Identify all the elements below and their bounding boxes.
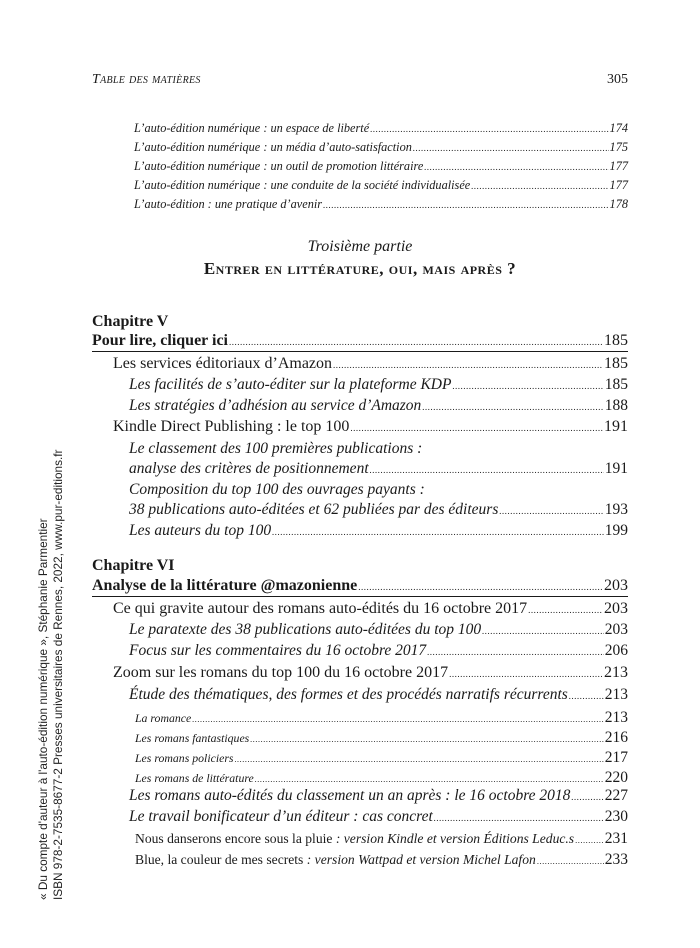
running-header: [92, 72, 628, 92]
toc-entry-page: 203: [604, 600, 628, 617]
leader-dots: [571, 792, 603, 801]
leader-dots: [434, 813, 604, 822]
subsection-line: Composition du top 100 des ouvrages payants :: [129, 481, 425, 498]
subsection-entry: [129, 501, 628, 519]
toc-entry-page: 175: [609, 140, 628, 154]
toc-entry-label: L’auto-édition numérique : une conduite de la société individualisée: [134, 178, 471, 192]
toc-entry: [134, 178, 628, 193]
subsection-entry: [129, 808, 628, 826]
leader-dots: [449, 669, 603, 678]
subsection-entry: [129, 376, 628, 394]
toc-entry-page: 185: [604, 332, 628, 349]
subsection-entry: [129, 686, 628, 704]
leader-dots: [350, 423, 603, 432]
toc-entry-label: L’auto-édition numérique : un média d’auto-satisfaction: [134, 140, 412, 154]
toc-entry-page: 203: [604, 577, 628, 594]
subsection-entry: [129, 522, 628, 540]
toc-entry-label: Ce qui gravite autour des romans auto-édités du 16 octobre 2017: [113, 600, 528, 617]
section-entry: [113, 418, 628, 436]
subsubsection-entry: [135, 729, 628, 747]
toc-entry-page: 233: [604, 851, 628, 868]
toc-entry-page: 191: [604, 460, 628, 477]
subsection-entry: [129, 621, 628, 639]
leader-dots: [424, 162, 608, 171]
leader-dots: [537, 856, 604, 865]
leader-dots: [482, 626, 604, 635]
toc-entry-page: 231: [604, 830, 628, 847]
section-entry: [113, 664, 628, 682]
toc-entry-page: 206: [604, 642, 628, 659]
toc-entry-label: Les stratégies d’adhésion au service d’Amazon: [129, 397, 422, 414]
subsection-entry: [129, 397, 628, 415]
toc-entry-label: L’auto-édition numérique : un espace de liberté: [134, 121, 370, 135]
header-title: Table des matières: [92, 72, 201, 87]
toc-entry-label: Les romans fantastiques: [135, 731, 250, 745]
toc-entry-page: 185: [604, 376, 628, 393]
subsubsection-entry: [135, 749, 628, 767]
toc-entry-label: La romance: [135, 711, 192, 725]
section-entry: [113, 600, 628, 618]
toc-entry-label: Le paratexte des 38 publications auto-éditées du top 100: [129, 621, 482, 638]
toc-entry-label: Les romans auto-édités du classement un an après : le 16 octobre 2018: [129, 787, 571, 804]
toc-entry-page: 213: [604, 664, 628, 681]
subsection-entry: [129, 787, 628, 805]
toc-entry-label: Étude des thématiques, des formes et des procédés narratifs récurrents: [129, 686, 568, 703]
chapter-label: Chapitre VI: [92, 557, 175, 574]
leader-dots: [255, 774, 604, 783]
chapter-rule: [92, 596, 628, 597]
toc-entry-label: analyse des critères de positionnement: [129, 460, 369, 477]
toc-entry-page: 220: [604, 769, 628, 786]
subsubsection-entry: [135, 709, 628, 727]
toc-entry-page: 188: [604, 397, 628, 414]
leader-dots: [413, 143, 609, 152]
toc-entry-label: [135, 852, 536, 868]
toc-entry-page: 191: [604, 418, 628, 435]
page-number: 305: [607, 72, 628, 87]
leader-dots: [333, 360, 603, 369]
part-label: Troisième partie: [307, 238, 413, 255]
toc-entry-label: L’auto-édition : une pratique d’avenir: [134, 197, 323, 211]
leader-dots: [499, 506, 603, 515]
part-title: Entrer en littérature, oui, mais après ?: [203, 259, 517, 278]
toc-entry-page: 199: [604, 522, 628, 539]
toc-entry-label: [135, 831, 574, 847]
leader-dots: [575, 835, 604, 844]
subsubsection-entry: [135, 851, 628, 869]
subsubsection-entry: [135, 769, 628, 787]
leader-dots: [323, 200, 608, 209]
toc-entry-page: 217: [604, 749, 628, 766]
version-note: : version Wattpad et version Michel Lafon: [303, 852, 536, 867]
leader-dots: [471, 181, 608, 190]
toc-entry-label: Les facilités de s’auto-éditer sur la plateforme KDP: [129, 376, 452, 393]
toc-entry-page: 185: [604, 355, 628, 372]
leader-dots: [370, 124, 608, 133]
toc-entry-label: Les romans policiers: [135, 751, 234, 765]
side-credit-text: [36, 430, 66, 900]
toc-entry-page: 213: [604, 709, 628, 726]
toc-entry-label: 38 publications auto-éditées et 62 publiées par des éditeurs: [129, 501, 499, 518]
toc-entry-page: 227: [604, 787, 628, 804]
toc-entry: [134, 121, 628, 136]
toc-entry-label: Les romans de littérature: [135, 771, 254, 785]
toc-entry: [134, 140, 628, 155]
leader-dots: [370, 465, 604, 474]
leader-dots: [272, 527, 604, 536]
toc-entry-label: Kindle Direct Publishing : le top 100: [113, 418, 350, 435]
toc-entry-page: 174: [609, 121, 628, 135]
leader-dots: [452, 381, 603, 390]
leader-dots: [427, 647, 604, 656]
leader-dots: [250, 734, 603, 743]
leader-dots: [235, 754, 604, 763]
toc-entry-label: Les auteurs du top 100: [129, 522, 272, 539]
toc-entry-page: 230: [604, 808, 628, 825]
toc-entry-label: Focus sur les commentaires du 16 octobre 2017: [129, 642, 427, 659]
leader-dots: [229, 337, 603, 346]
toc-entry-page: 216: [604, 729, 628, 746]
side-credit-line: ISBN 978-2-7535-8677-2 Presses universitaires de Rennes, 2022, www.pur-editions.fr: [51, 449, 65, 900]
toc-entry-page: 203: [604, 621, 628, 638]
toc-entry-label: L’auto-édition numérique : un outil de promotion littéraire: [134, 159, 424, 173]
toc-entry-label: Zoom sur les romans du top 100 du 16 octobre 2017: [113, 664, 449, 681]
toc-entry-page: 213: [604, 686, 628, 703]
section-entry: [113, 355, 628, 373]
leader-dots: [569, 691, 604, 700]
subsubsection-entry: [135, 830, 628, 848]
subsection-entry: [129, 460, 628, 478]
toc-entry-page: 177: [609, 159, 628, 173]
subsection-line: Le classement des 100 premières publications :: [129, 440, 423, 457]
leader-dots: [192, 714, 604, 723]
chapter-title-entry: [92, 577, 628, 595]
subsection-entry: [129, 642, 628, 660]
toc-entry-page: 193: [604, 501, 628, 518]
toc-entry-label: Le travail bonificateur d’un éditeur : cas concret: [129, 808, 433, 825]
toc-entry-page: 177: [609, 178, 628, 192]
chapter-title: Analyse de la littérature @mazonienne: [92, 577, 358, 594]
chapter-title-entry: [92, 332, 628, 350]
roman-title: Blue, la couleur de mes secrets: [135, 852, 304, 867]
toc-entry-label: Les services éditoriaux d’Amazon: [113, 355, 333, 372]
leader-dots: [422, 402, 603, 411]
version-note: : version Kindle et version Éditions Leduc.s: [332, 831, 575, 846]
chapter-title: Pour lire, cliquer ici: [92, 332, 228, 349]
roman-title: Nous danserons encore sous la pluie: [135, 831, 333, 846]
chapter-rule: [92, 351, 628, 352]
leader-dots: [528, 605, 603, 614]
toc-entry: [134, 159, 628, 174]
toc-entry-page: 178: [609, 197, 628, 211]
toc-entry: [134, 197, 628, 212]
side-credit-line: « Du compte d'auteur à l'auto-édition numérique », Stéphanie Parmentier: [36, 518, 50, 900]
leader-dots: [358, 582, 603, 591]
chapter-label: Chapitre V: [92, 313, 169, 330]
